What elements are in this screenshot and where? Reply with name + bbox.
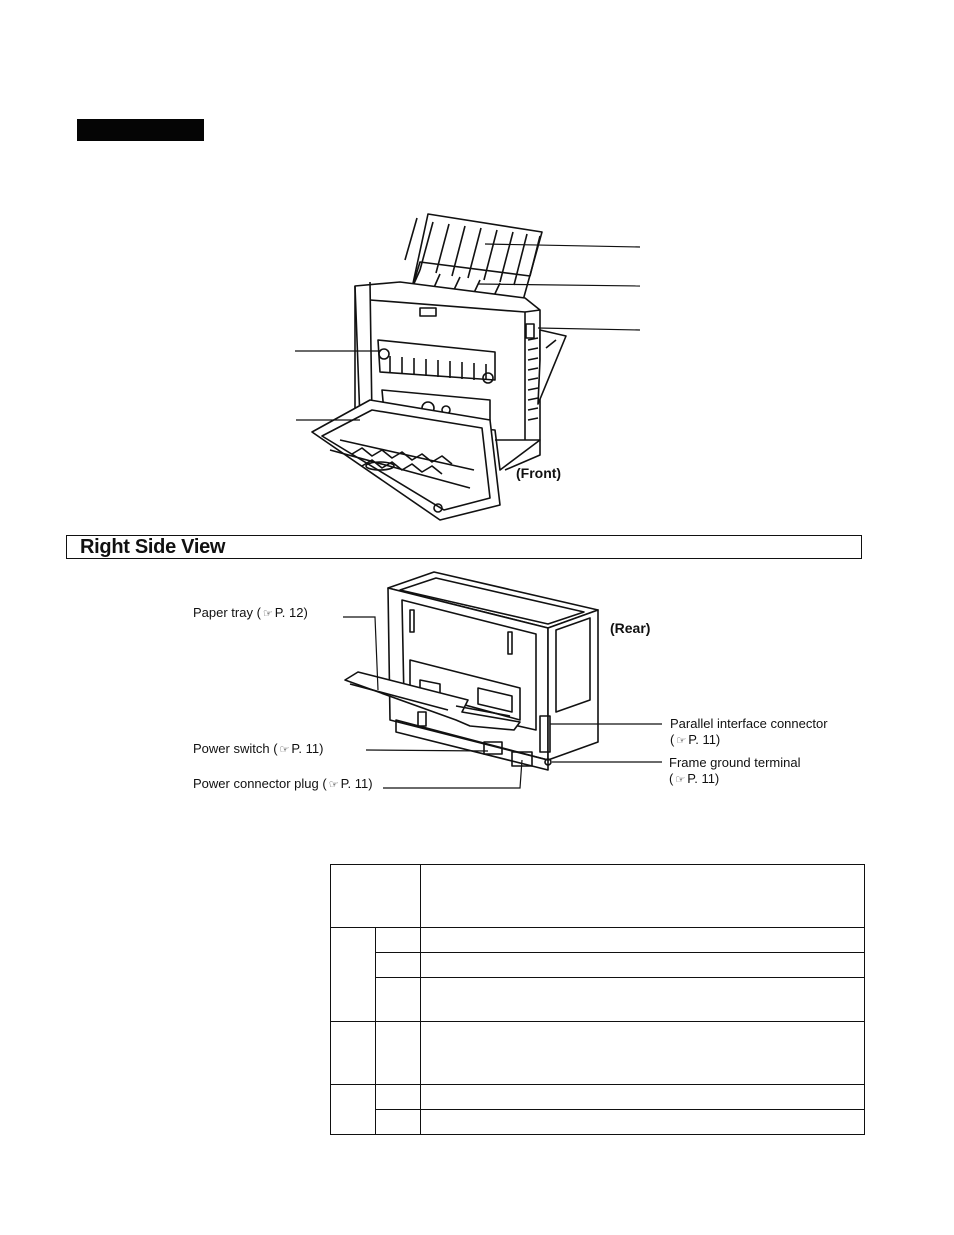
callout-paper-tray: Paper tray ( ☞ P. 12) bbox=[193, 605, 308, 620]
callout-power-connector-plug: Power connector plug ( ☞ P. 11) bbox=[193, 776, 373, 791]
reference-hand-icon: ☞ bbox=[262, 607, 273, 620]
table-row bbox=[331, 1022, 865, 1085]
spec-table bbox=[330, 864, 865, 1135]
table-row bbox=[331, 1110, 865, 1135]
reference-hand-icon: ☞ bbox=[675, 773, 686, 786]
table-row bbox=[331, 953, 865, 978]
table-row bbox=[331, 1085, 865, 1110]
rear-label: (Rear) bbox=[610, 620, 651, 636]
reference-hand-icon: ☞ bbox=[328, 778, 339, 791]
front-label: (Front) bbox=[516, 465, 562, 481]
table-row bbox=[331, 928, 865, 953]
table-row bbox=[331, 978, 865, 1022]
callout-frame-ground-terminal: Frame ground terminal ( ☞ P. 11) bbox=[669, 755, 801, 786]
reference-hand-icon: ☞ bbox=[676, 734, 687, 747]
section-title: Right Side View bbox=[80, 536, 226, 558]
table-row bbox=[331, 865, 865, 928]
reference-hand-icon: ☞ bbox=[279, 743, 290, 756]
callout-power-switch: Power switch ( ☞ P. 11) bbox=[193, 741, 324, 756]
callout-parallel-interface-connector: Parallel interface connector ( ☞ P. 11) bbox=[670, 716, 828, 747]
